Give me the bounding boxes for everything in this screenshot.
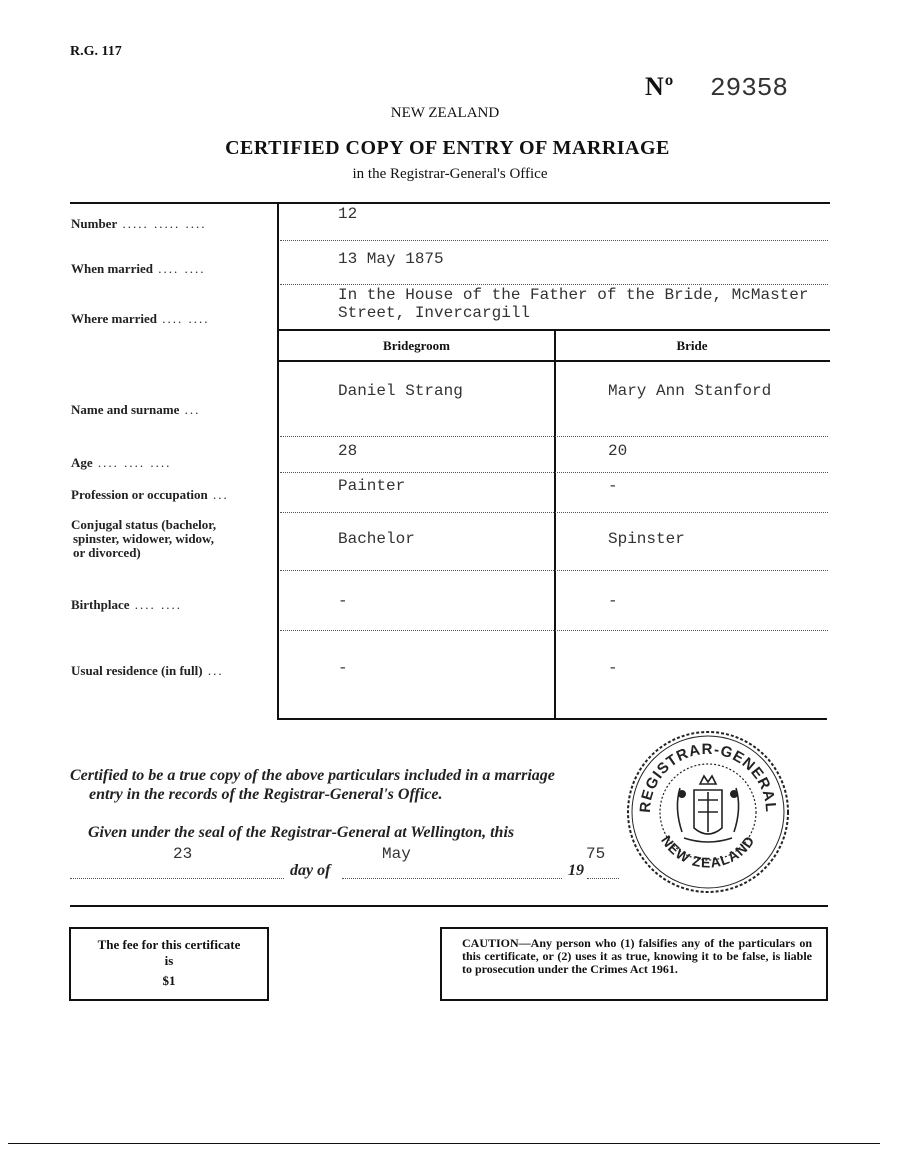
groom-occupation: Painter — [338, 477, 406, 495]
fee-line-2: is — [164, 953, 174, 968]
fee-box — [69, 927, 269, 1001]
day-blank — [70, 878, 284, 879]
document-subtitle: in the Registrar-General's Office — [352, 166, 548, 182]
groom-conjugal-status: Bachelor — [338, 530, 415, 548]
marriage-place: In the House of the Father of the Bride, McMaster Street, Invercargill — [338, 286, 809, 322]
divider — [280, 570, 828, 571]
divider — [280, 472, 828, 473]
bridegroom-column-header: Bridegroom — [383, 338, 450, 353]
bottom-rule — [8, 1143, 880, 1144]
issue-year: 75 — [586, 845, 606, 863]
certification-line-2: entry in the records of the Registrar-General's Office. — [89, 786, 443, 803]
table-middle-rule — [554, 330, 556, 720]
number-label: Nº — [645, 72, 675, 101]
divider — [280, 630, 828, 631]
table-left-rule — [277, 202, 279, 720]
svg-text:REGISTRAR-GENERAL: REGISTRAR-GENERAL — [636, 740, 780, 814]
certificate-number: 29358 — [710, 73, 789, 103]
bride-birthplace: - — [608, 592, 618, 610]
fee-amount: $1 — [162, 973, 176, 988]
birthplace-label: Birthplace .... .... — [71, 597, 182, 612]
groom-residence: - — [338, 659, 348, 677]
occupation-label: Profession or occupation ... — [71, 487, 229, 502]
footer-rule — [70, 905, 828, 907]
certification-line-1: Certified to be a true copy of the above particulars included in a marriage — [70, 767, 555, 784]
bride-age: 20 — [608, 442, 628, 460]
divider — [280, 436, 828, 437]
month-blank — [342, 878, 562, 879]
issue-month: May — [382, 845, 411, 863]
conjugal-status-label: Conjugal status (bachelor, spinster, widower, widow, or divorced) — [71, 517, 217, 560]
caution-box — [440, 927, 828, 1001]
day-of-label: day of — [290, 862, 331, 879]
marriage-date: 13 May 1875 — [338, 250, 444, 268]
divider — [280, 284, 828, 285]
table-top-rule — [70, 202, 830, 204]
bride-conjugal-status: Spinster — [608, 530, 685, 548]
entry-number: 12 — [338, 205, 358, 223]
issue-day: 23 — [173, 845, 193, 863]
columns-header-rule — [277, 360, 830, 362]
groom-name: Daniel Strang — [338, 382, 463, 400]
divider — [280, 512, 828, 513]
document-title: CERTIFIED COPY OF ENTRY OF MARRIAGE — [225, 137, 670, 159]
table-bottom-rule — [277, 718, 827, 720]
given-under-seal-line: Given under the seal of the Registrar-General at Wellington, this — [88, 824, 515, 841]
divider — [280, 240, 828, 241]
caution-text: CAUTION—Any person who (1) falsifies any of the particulars on this certificate, or (2) uses it as true, knowing it to be false, is liable to prosecution under the Crimes Act 1961. — [462, 936, 812, 976]
groom-birthplace: - — [338, 592, 348, 610]
number-field-label: Number ..... ..... .... — [71, 216, 207, 231]
age-label: Age .... .... .... — [71, 455, 172, 470]
when-married-label: When married .... .... — [71, 261, 206, 276]
fee-line-1: The fee for this certificate — [97, 937, 241, 952]
bride-column-header: Bride — [676, 338, 708, 353]
groom-age: 28 — [338, 442, 358, 460]
registrar-general-seal — [620, 728, 796, 896]
bride-name: Mary Ann Stanford — [608, 382, 772, 400]
year-blank — [587, 878, 619, 879]
bride-occupation: - — [608, 477, 618, 495]
where-married-label: Where married .... .... — [71, 311, 210, 326]
country-heading: NEW ZEALAND — [390, 105, 500, 121]
form-code: R.G. 117 — [70, 44, 122, 59]
columns-top-rule — [277, 329, 830, 331]
svg-text:NEW ZEALAND: NEW ZEALAND — [658, 832, 758, 871]
residence-label: Usual residence (in full) ... — [71, 663, 224, 678]
bride-residence: - — [608, 659, 618, 677]
name-label: Name and surname ... — [71, 402, 201, 417]
century-prefix: 19 — [568, 862, 584, 879]
